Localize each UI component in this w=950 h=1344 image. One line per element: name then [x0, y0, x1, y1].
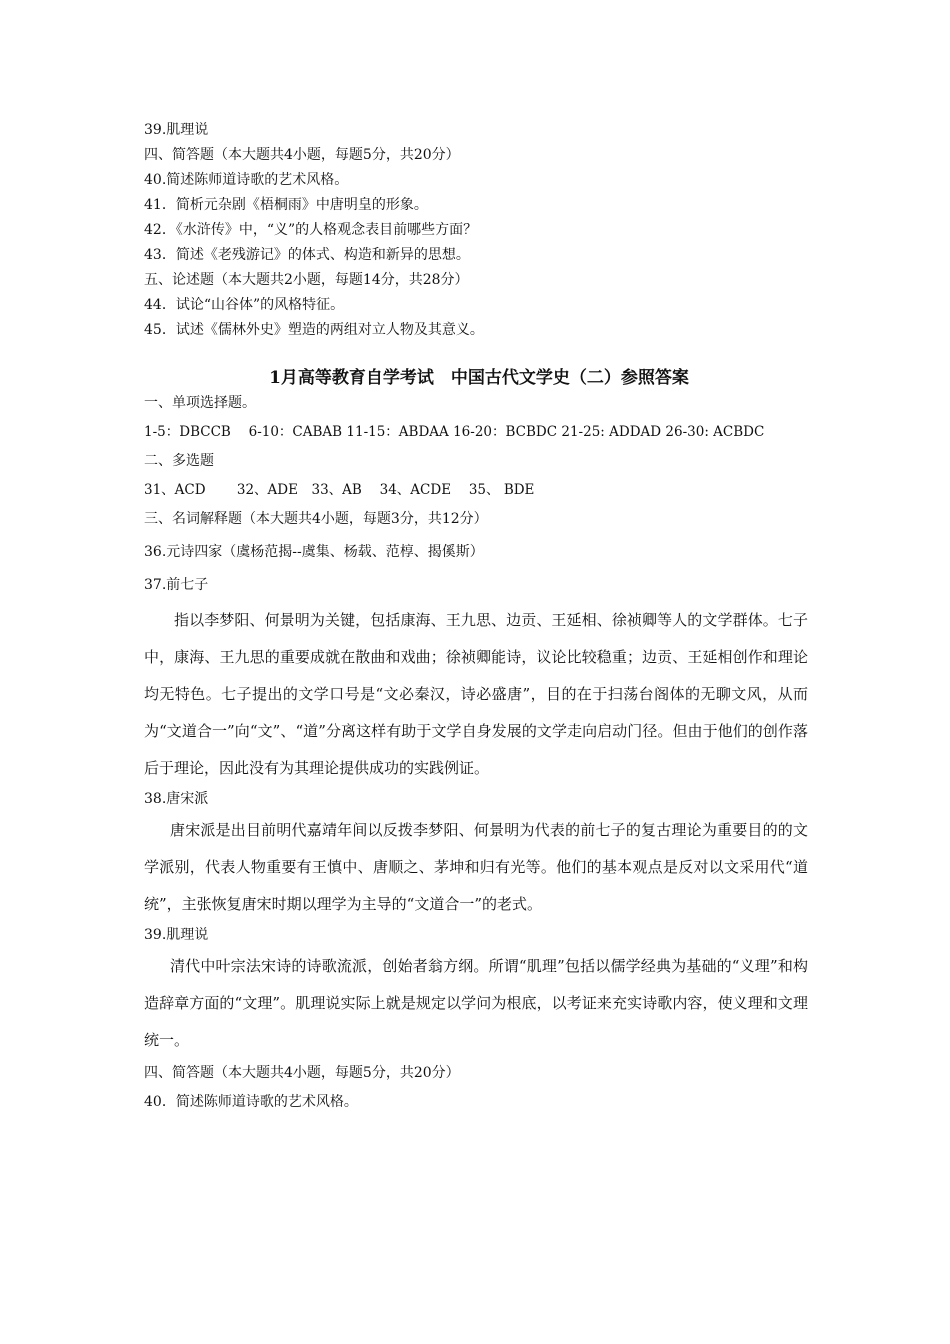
item-37-text: 指以李梦阳、何景明为关键，包括康海、王九思、边贡、王延相、徐祯卿等人的文学群体。七子中，康海、王九思的重要成就在散曲和戏曲；徐祯卿能诗，议论比较稳重；边贡、王延相创作和理论均无特色。七子提出的文学口号是“文必秦汉，诗必盛唐”，目的在于扫荡台阁体的无聊文风，从而为“文道合一”向“文”、“道”分离这样有助于文学自身发展的文学走向启动门径。但由于他们的创作落后于理论，因此没有为其理论提供成功的实践例证。: [144, 611, 808, 777]
section-1-heading: 一、单项选择题。: [144, 395, 256, 411]
section-5-heading: 五、论述题（本大题共2小题，每题14分，共28分）: [144, 272, 469, 288]
item-36: 36.元诗四家（虞杨范揭--虞集、杨载、范椁、揭傒斯）: [144, 544, 484, 560]
section-2-heading: 二、多选题: [144, 453, 214, 469]
question-41: 41．简析元杂剧《梧桐雨》中唐明皇的形象。: [144, 197, 428, 213]
answer-title: 1月高等教育自学考试 中国古代文学史（二）参照答案: [269, 368, 689, 388]
item-38-text: 唐宋派是出目前明代嘉靖年间以反拨李梦阳、何景明为代表的前七子的复古理论为重要目的的文学派别，代表人物重要有王慎中、唐顺之、茅坤和归有光等。他们的基本观点是反对以文采用代“道统”，主张恢复唐宋时期以理学为主导的“文道合一”的老式。: [144, 821, 808, 913]
question-45: 45．试述《儒林外史》塑造的两组对立人物及其意义。: [144, 322, 484, 338]
item-38-title: 38.唐宋派: [144, 791, 209, 807]
question-43: 43．简述《老残游记》的体式、构造和新异的思想。: [144, 247, 470, 263]
question-44: 44．试论“山谷体”的风格特征。: [144, 297, 345, 313]
question-42: 42．《水浒传》中，“义”的人格观念表目前哪些方面？: [144, 222, 478, 238]
section-2-answers: 31、ACD 32、ADE 33、AB 34、ACDE 35、 BDE: [144, 482, 535, 498]
section-4-heading: 四、简答题（本大题共4小题，每题5分，共20分）: [144, 1065, 460, 1081]
section-1-answers: 1-5：DBCCB 6-10：CABAB 11-15：ABDAA 16-20：BCBDC 21-25: ADDAD 26-30: ACBDC: [144, 424, 765, 440]
item-39-text: 清代中叶宗法宋诗的诗歌流派，创始者翁方纲。所谓“肌理”包括以儒学经典为基础的“义理”和构造辞章方面的“文理”。肌理说实际上就是规定以学问为根底，以考证来充实诗歌内容，使义理和文理统一。: [144, 957, 808, 1049]
question-40: 40.简述陈师道诗歌的艺术风格。: [144, 172, 349, 188]
document-page: [144, 118, 814, 1115]
item-40: 40．简述陈师道诗歌的艺术风格。: [144, 1094, 358, 1110]
item-37-title: 37.前七子: [144, 577, 209, 593]
section-3-heading: 三、名词解释题（本大题共4小题，每题3分，共12分）: [144, 511, 488, 527]
item-39-title: 39.肌理说: [144, 927, 209, 943]
section-4-heading-top: 四、简答题（本大题共4小题，每题5分，共20分）: [144, 147, 460, 163]
question-39: 39.肌理说: [144, 122, 209, 138]
